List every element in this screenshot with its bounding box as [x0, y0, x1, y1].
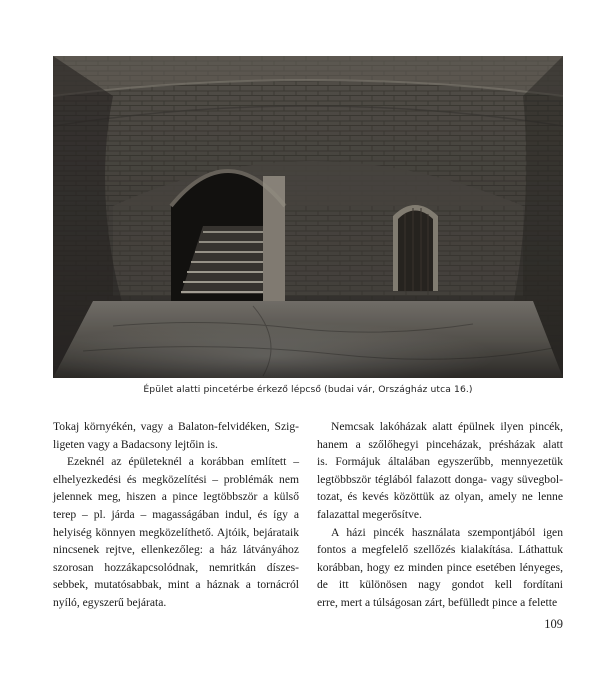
text-line: nincsenek rejtve, ellenkezőleg: a ház látványához [53, 543, 299, 557]
paragraph [53, 453, 299, 611]
text-line: Nemcsak lakóházak alatt épülnek ilyen pincék, [331, 420, 563, 433]
cellar-photo-drawing [53, 56, 563, 378]
page-number: 109 [544, 617, 563, 631]
text-line: A házi pincék használata szempontjából igen [331, 525, 563, 539]
cellar-photo [53, 56, 563, 378]
text-line: erre, mert a túlságosan zárt, befülledt pince a felette [317, 595, 558, 609]
paragraph [53, 418, 299, 453]
text-line: falazattal megerősítve. [317, 507, 422, 521]
figure-caption: Épület alatti pincetérbe érkező lépcső (budai vár, Országház utca 16.) [143, 384, 473, 395]
left-column [53, 418, 299, 612]
text-line: ligeten vagy a Badacsony lejtőin is. [53, 437, 218, 451]
text-line: de itt különösen nagy gondot kell fordítani [317, 578, 563, 592]
text-line: tozat, és kevés közöttük az olyan, amely ne lenne [317, 490, 563, 504]
text-line: hanem a szőlőhegyi pinceházak, présházak alatt [317, 437, 563, 451]
text-line: is. Formájuk általában egyszerűbb, mennyezetük [317, 455, 563, 469]
paragraph [317, 524, 563, 612]
text-line: szorosan hozzákapcsolódnak, nemritkán díszes- [53, 560, 299, 574]
text-line: nyíló, egyszerű bejárata. [53, 595, 167, 609]
text-line: korábban, hogy ez minden pince esetében lényeges, [317, 560, 563, 574]
paragraph [317, 418, 563, 524]
text-line: legtöbbször téglából falazott donga- vagy süvegbol- [317, 472, 563, 486]
text-line: Ezeknél az épületeknél a korábban említett – [67, 455, 299, 469]
text-line: elhelyezkedési és megközelítési – problémák nem [53, 472, 299, 486]
text-line: terep – pl. járda – magasságában indul, és így a [53, 507, 299, 521]
right-column [317, 418, 563, 612]
text-line: sebbek, mutatósabbak, mint a háznak a tornácról [53, 578, 299, 592]
text-line: jelennek meg, hiszen a pince legtöbbször a külső [53, 490, 299, 504]
text-line: Tokaj környékén, vagy a Balaton-felvidéken, Szig- [53, 420, 299, 433]
text-line: fontos a megfelelő szellőzés kialakítása. Láthattuk [317, 543, 563, 557]
text-line: helyiség könnyen megközelíthető. Ajtóik, bejárataik [53, 525, 299, 539]
